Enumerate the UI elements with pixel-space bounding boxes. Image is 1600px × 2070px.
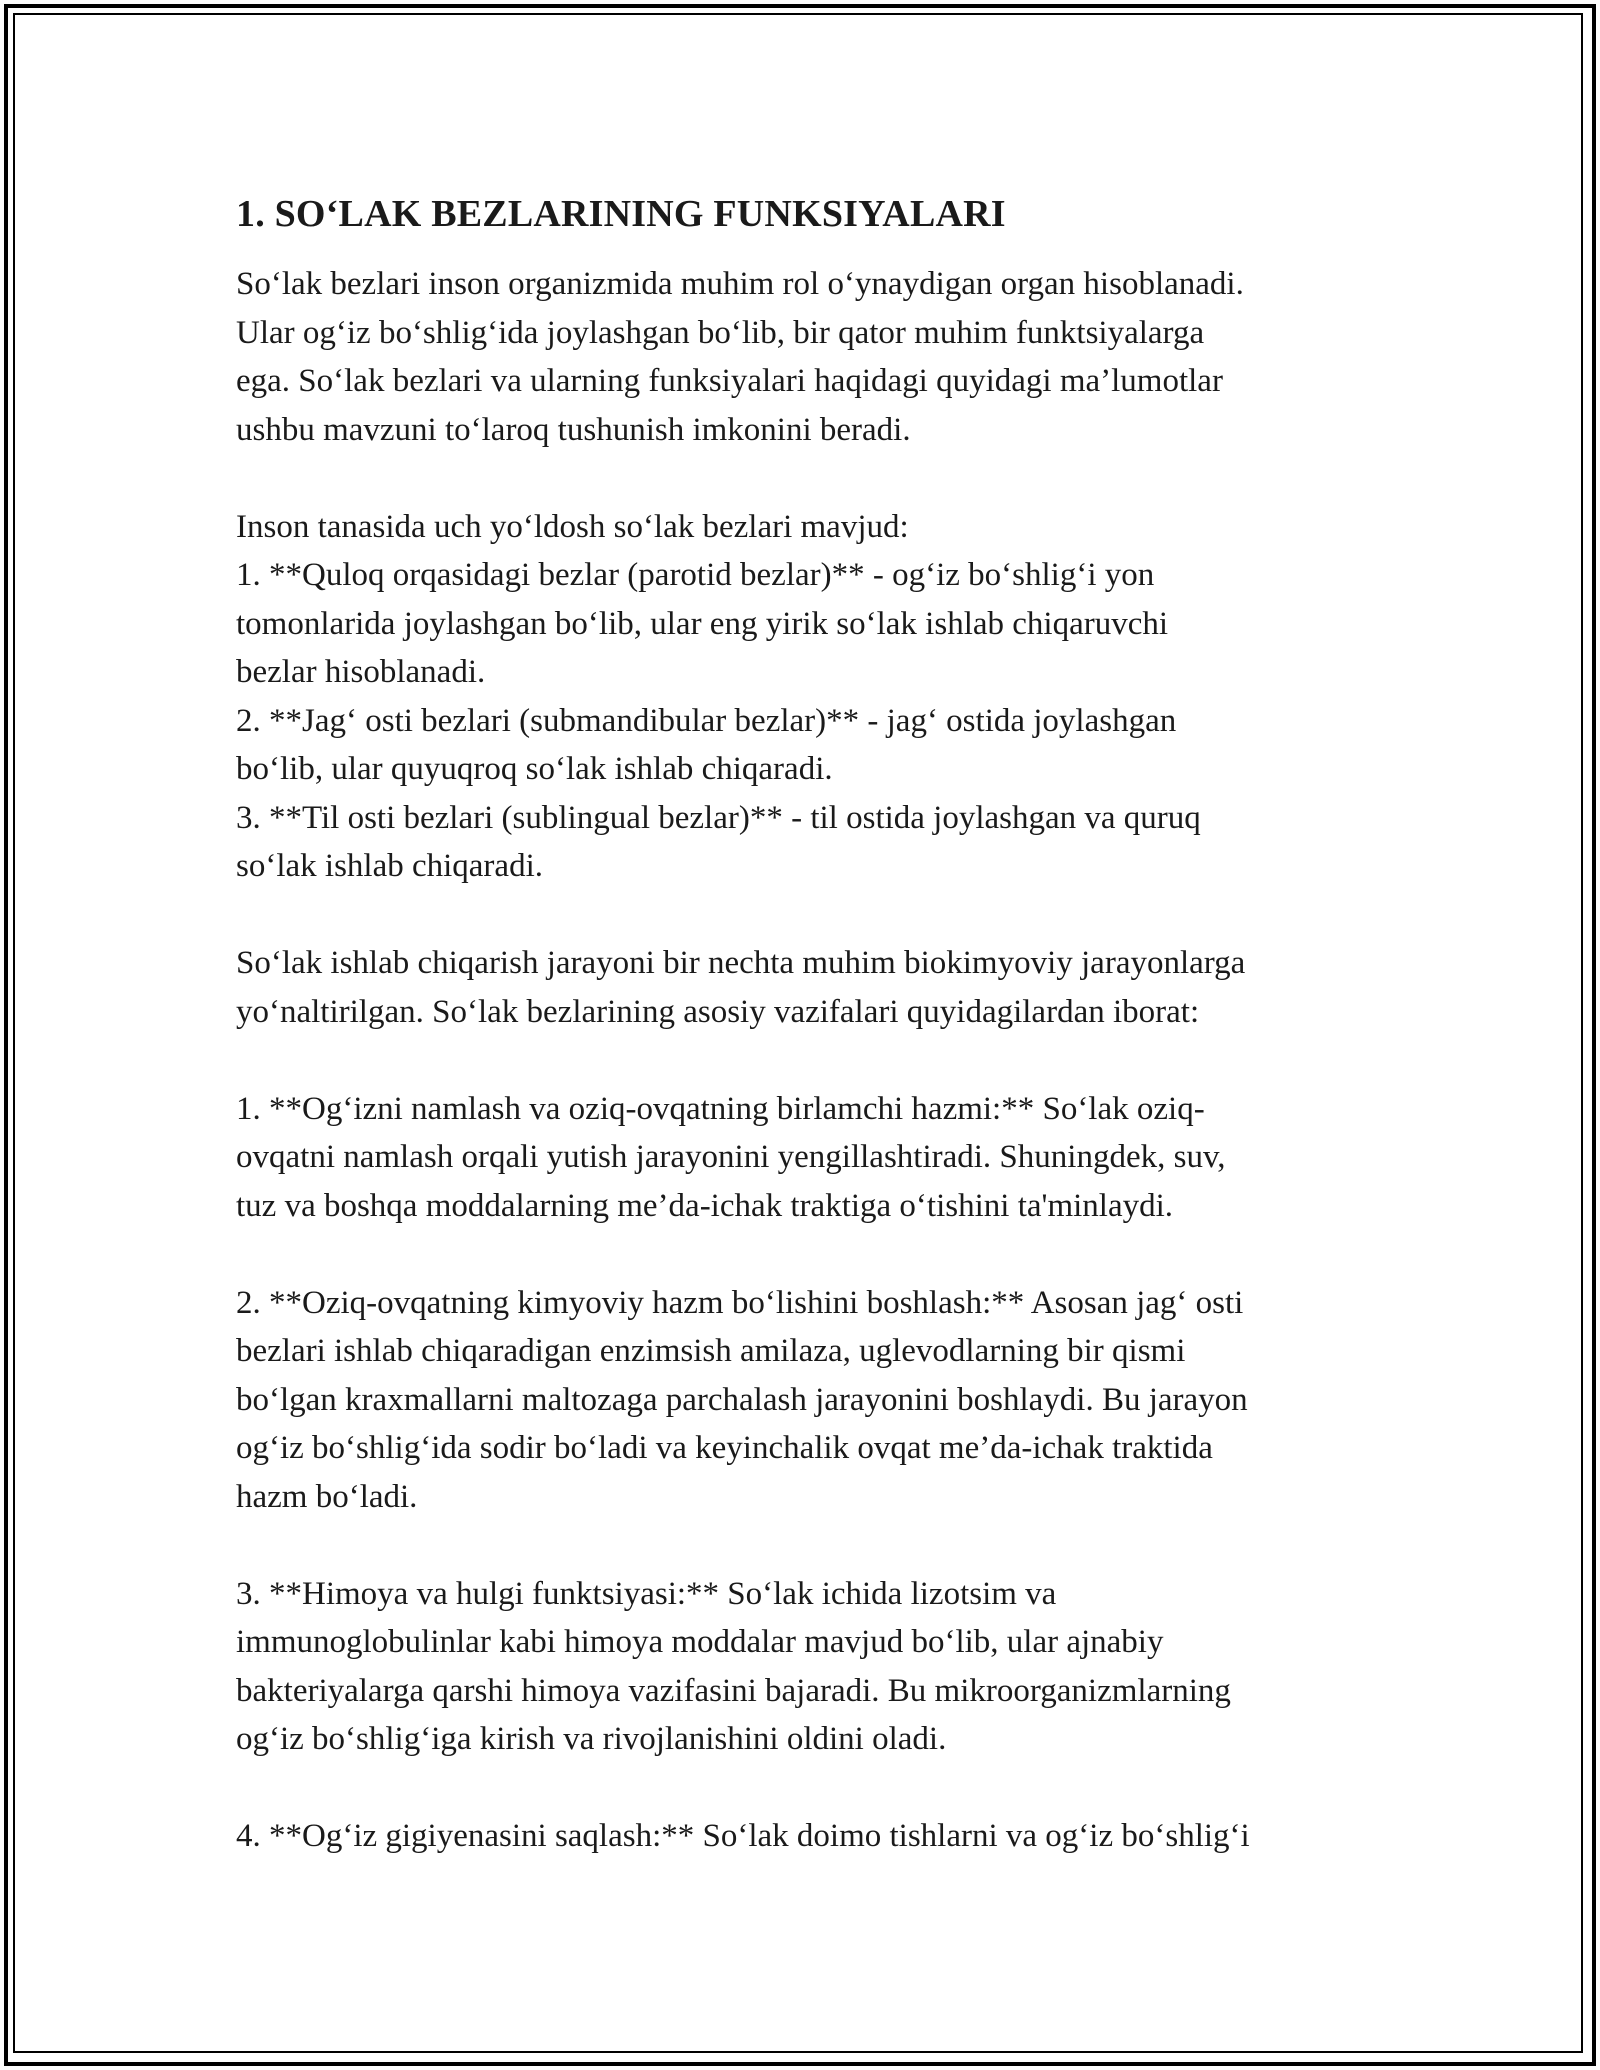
- paragraph-function-1: [236, 1085, 1396, 1231]
- text-line: So‘lak ishlab chiqarish jarayoni bir nechta muhim biokimyoviy jarayonlarga: [236, 945, 1246, 981]
- document-title: 1. SO‘LAK BEZLARINING FUNKSIYALARI: [236, 193, 1006, 235]
- text-line: 2. **Oziq-ovqatning kimyoviy hazm bo‘lishini boshlash:** Asosan jag‘ osti: [236, 1284, 1244, 1321]
- text-line: bo‘lgan kraxmallarni maltozaga parchalash jarayonini boshlaydi. Bu jarayon: [236, 1381, 1248, 1418]
- paragraph-gap: [236, 454, 1396, 503]
- text-line: ushbu mavzuni to‘laroq tushunish imkonini beradi.: [236, 411, 911, 448]
- text-line: Inson tanasida uch yo‘ldosh so‘lak bezlari mavjud:: [236, 508, 909, 545]
- text-line: tuz va boshqa moddalarning me’da-ichak traktiga o‘tishini ta'minlaydi.: [236, 1187, 1174, 1224]
- text-line: og‘iz bo‘shlig‘iga kirish va rivojlanishini oldini oladi.: [236, 1721, 947, 1757]
- text-line: bezlar hisoblanadi.: [236, 654, 486, 690]
- text-line: ovqatni namlash orqali yutish jarayonini yengillashtiradi. Shuningdek, suv,: [236, 1139, 1226, 1175]
- text-line: so‘lak ishlab chiqaradi.: [236, 848, 543, 884]
- text-line: 3. **Himoya va hulgi funktsiyasi:** So‘lak ichida lizotsim va: [236, 1575, 1057, 1612]
- paragraph-gap: [236, 1230, 1396, 1279]
- text-line: ega. So‘lak bezlari va ularning funksiyalari haqidagi quyidagi ma’lumotlar: [236, 363, 1223, 399]
- text-line: bo‘lib, ular quyuqroq so‘lak ishlab chiqaradi.: [236, 751, 833, 787]
- text-line: immunoglobulinlar kabi himoya moddalar mavjud bo‘lib, ular ajnabiy: [236, 1624, 1164, 1660]
- text-line: Ular og‘iz bo‘shlig‘ida joylashgan bo‘lib, bir qator muhim funktsiyalarga: [236, 314, 1205, 351]
- document-body: [236, 190, 1396, 1861]
- paragraph-function-2: [236, 1279, 1396, 1522]
- text-line: 4. **Og‘iz gigiyenasini saqlash:** So‘lak doimo tishlarni va og‘iz bo‘shlig‘i: [236, 1818, 1250, 1854]
- paragraph-gap: [236, 1764, 1396, 1813]
- paragraph-gap: [236, 1036, 1396, 1085]
- paragraph-gap: [236, 891, 1396, 940]
- text-line: bezlari ishlab chiqaradigan enzimsish amilaza, uglevodlarning bir qismi: [236, 1333, 1186, 1369]
- text-line: og‘iz bo‘shlig‘ida sodir bo‘ladi va keyinchalik ovqat me’da-ichak traktida: [236, 1430, 1213, 1466]
- paragraph-process: [236, 939, 1396, 1036]
- text-line: bakteriyalarga qarshi himoya vazifasini bajaradi. Bu mikroorganizmlarning: [236, 1672, 1231, 1709]
- paragraph-gap: [236, 1521, 1396, 1570]
- text-line: 3. **Til osti bezlari (sublingual bezlar)** - til ostida joylashgan va quruq: [236, 799, 1201, 836]
- paragraph-intro: [236, 260, 1396, 454]
- text-line: tomonlarida joylashgan bo‘lib, ular eng yirik so‘lak ishlab chiqaruvchi: [236, 605, 1169, 642]
- text-line: 1. **Og‘izni namlash va oziq-ovqatning birlamchi hazmi:** So‘lak oziq-: [236, 1090, 1205, 1127]
- text-line: 1. **Quloq orqasidagi bezlar (parotid bezlar)** - og‘iz bo‘shlig‘i yon: [236, 557, 1155, 593]
- text-line: yo‘naltirilgan. So‘lak bezlarining asosiy vazifalari quyidagilardan iborat:: [236, 993, 1200, 1030]
- text-line: hazm bo‘ladi.: [236, 1478, 418, 1515]
- paragraph-function-3: [236, 1570, 1396, 1764]
- text-line: 2. **Jag‘ osti bezlari (submandibular bezlar)** - jag‘ ostida joylashgan: [236, 702, 1177, 739]
- paragraph-function-4: [236, 1812, 1396, 1861]
- text-line: So‘lak bezlari inson organizmida muhim rol o‘ynaydigan organ hisoblanadi.: [236, 266, 1244, 302]
- paragraph-gland-types: [236, 503, 1396, 891]
